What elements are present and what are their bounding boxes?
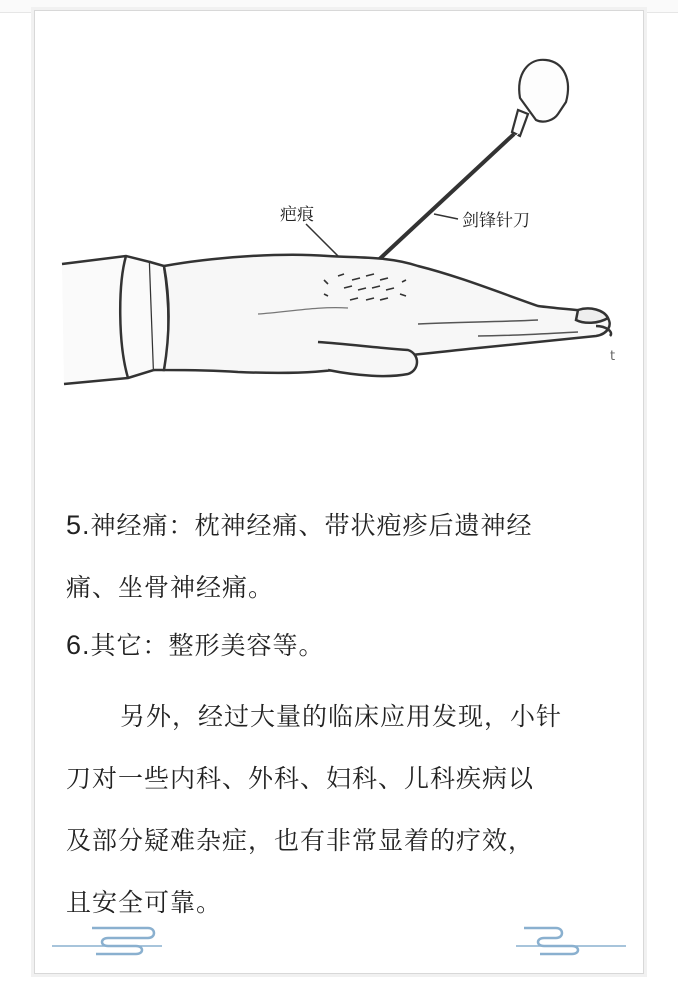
hand-acupotomy-illustration: [58, 44, 628, 414]
sleeve: [62, 256, 154, 384]
needle-shaft: [372, 134, 514, 266]
scar-label: 疤痕: [280, 205, 314, 225]
item-5-line-1: [66, 500, 612, 551]
closing-line-1: 另外，经过大量的临床应用发现，小针: [120, 702, 563, 731]
closing-line-3: 及部分疑难杂症，也有非常显着的疗效，: [66, 826, 535, 855]
item-5-number: 5.: [66, 510, 91, 540]
item-5-paragraph: [66, 500, 612, 613]
needle-label: 剑锋针刀: [462, 211, 530, 231]
corner-mark: t: [610, 349, 616, 364]
item-6-number: 6.: [66, 630, 91, 660]
item-5-text-1: 枕神经痛、带状疱疹后遗神经: [194, 511, 533, 540]
item-6-text: 整形美容等。: [168, 631, 325, 660]
item-6-title: 其它：: [90, 631, 169, 660]
item-5-title: 神经痛：: [90, 511, 195, 540]
item-5-text-2: 痛、坐骨神经痛。: [66, 573, 275, 602]
needle-handle: [512, 60, 568, 136]
closing-line-2: 刀对一些内科、外科、妇科、儿科疾病以: [66, 764, 535, 793]
right-cloud-ornament: [516, 912, 626, 962]
item-6-paragraph: [66, 620, 612, 671]
closing-paragraph: [66, 692, 612, 928]
left-cloud-ornament: [52, 912, 162, 962]
closing-line-4: 且安全可靠。: [66, 888, 223, 917]
